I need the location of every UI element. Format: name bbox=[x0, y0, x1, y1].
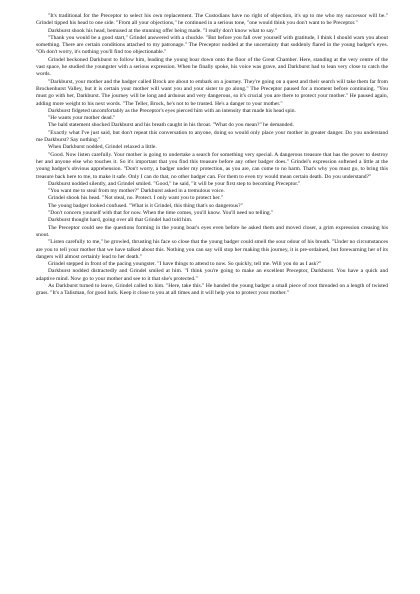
paragraph: "Darkburst, your mother and the badger called Brock are about to embark on a journey. They're going on a quest and their search will take them far from Brockenhurst Valley, but it is certain your mother will want you and your sister to go along." The Preceptor paused for a moment before continuing. "You must go with her, Darkburst. The journey will be long and arduous and very dangerous, so it's crucial you are there to protect your mother." He paused again, adding more weight to his next words. "The Teller, Brock, he's not to be trusted. He's a danger to your mother." bbox=[36, 78, 388, 107]
paragraph: The bald statement shocked Darkburst and his breath caught in his throat. "What do you mean?" he demanded. bbox=[48, 122, 294, 129]
paragraph: The young badger looked confused. "What is it Grindel, this thing that's so dangerous?" bbox=[48, 202, 243, 209]
paragraph: "Good. Now listen carefully. Your mother is going to undertake a search for something very special. A dangerous treasure that has the power to destroy her and anyone else who touches it. So it's important that you find this treasure before any other badger does." Grindel's expression softened a little at the young badger's obvious apprehension. "Don't worry, a badger under my protection, as you are, can come to no harm. That's why you must go, to bring this treasure back here to me, to make it safe. Only I can do that, no other badger can. For them to even try would mean certain death. Do you understand?" bbox=[36, 151, 388, 180]
paragraph: As Darkburst turned to leave, Grindel called to him. "Here, take this." He handed the young badger a small piece of root threaded on a length of twisted grass. "It's a Talisman, for good luck. Keep it close to you at all times and it will help you to protect your mother." bbox=[36, 282, 388, 297]
paragraph: "He wants your mother dead." bbox=[48, 115, 116, 122]
paragraph: Darkburst shook his head, bemused at the stunning offer being made. "I really don't know what to say." bbox=[48, 27, 278, 34]
paragraph: Darkburst thought hard, going over all that Grindel had told him. bbox=[48, 217, 193, 224]
paragraph: Darkburst nodded distractedly and Grindel smiled at him. "I think you're going to make an excellent Preceptor, Darkburst. You have a quick and adaptive mind. Now go to your mother and see to it that she's protected." bbox=[36, 268, 388, 282]
paragraph: "You want me to steal from my mother?" Darkburst asked in a tremulous voice. bbox=[48, 188, 225, 195]
paragraph: "Don't concern yourself with that for now. When the time comes, you'll know. You'll need no telling." bbox=[48, 210, 274, 217]
paragraph: Grindel stepped in front of the pacing youngster. "I have things to attend to now. So quickly, tell me. Will you do as I ask?" bbox=[48, 261, 322, 268]
paragraph: "It's traditional for the Preceptor to select his own replacement. The Custodians have no right of objection, it's up to me who my successor will be." Grindel tipped his head to one side. "From all your objections," he continued in a serious tone, "one would think you don't want to be Preceptor." bbox=[36, 13, 388, 27]
paragraph: Darkburst nodded silently, and Grindel smiled. "Good," he said, "it will be your first step to becoming Preceptor." bbox=[48, 180, 301, 187]
paragraph: Grindel shook his head. "Not steal, no. Protect. I only want you to protect her." bbox=[48, 195, 224, 202]
paragraph: Darkburst fidgeted uncomfortably as the Preceptor's eyes pierced him with an intensity that made his head spin. bbox=[48, 107, 296, 114]
paragraph: "Listen carefully to me," he growled, thrusting his face so close that the young badger could smell the sour odour of his breath. "Under no circumstances are you to tell your mother that we have talked about this. Nothing you can say will stop her making this journey, it is pre-ordained, but forewarning her of its dangers will almost certainly lead to her death." bbox=[36, 239, 388, 260]
paragraph: "Exactly what I've just said, but don't repeat this conversation to anyone, doing so would only place your mother in greater danger. Do you understand me Darkburst? Say nothing." bbox=[36, 129, 388, 144]
paragraph: When Darkburst nodded, Grindel relaxed a little. bbox=[48, 144, 157, 151]
paragraph: Grindel beckoned Darkburst to follow him, leading the young boar down onto the floor of the Great Chamber. Here, standing at the very centre of the vast space, he studied the youngster with a serious expression. When he finally spoke, his voice was grave, and Darkburst had to lean very close to catch the words. bbox=[36, 56, 388, 78]
paragraph: The Preceptor could see the questions forming in the young boar's eyes even before he asked them and moved closer, a grim expression creasing his snout. bbox=[36, 224, 388, 238]
paragraph: "Thank you would be a good start," Grindel answered with a chuckle. "But before you fall over yourself with gratitude, I think I should warn you about something. There are certain conditions attached to my patronage." The Preceptor nodded at the uncertainty that suddenly flared in the young badger's eyes. "Oh don't worry, it's nothing you'll find too objectionable." bbox=[36, 34, 388, 56]
document-page bbox=[36, 13, 388, 298]
